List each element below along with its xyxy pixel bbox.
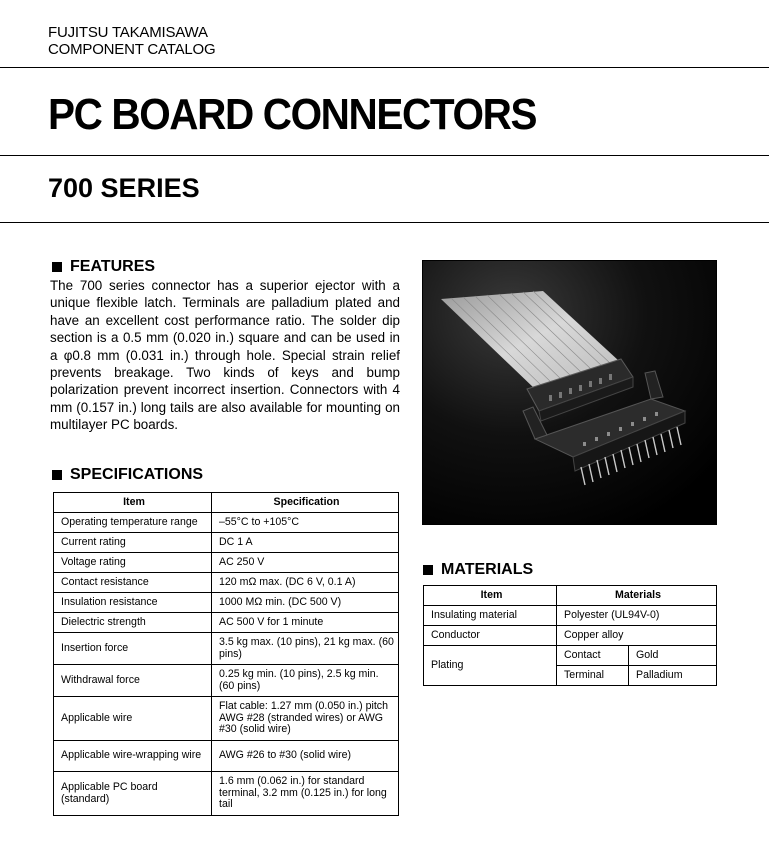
row-value: 120 mΩ max. (DC 6 V, 0.1 A)	[212, 573, 399, 593]
row-value: Palladium	[629, 666, 717, 686]
table-row	[54, 613, 399, 633]
materials-heading-label: MATERIALS	[441, 561, 534, 578]
column-header-materials: Materials	[557, 586, 717, 606]
company-line-2: COMPONENT CATALOG	[48, 41, 216, 58]
connector-illustration	[423, 261, 717, 525]
row-item: Applicable wire-wrapping wire	[54, 741, 212, 772]
product-photo	[422, 260, 717, 525]
bullet-square-icon	[52, 262, 62, 272]
row-item: Voltage rating	[54, 553, 212, 573]
series-title: 700 SERIES	[48, 173, 200, 203]
plating-subitem: Contact	[557, 646, 629, 666]
plating-subitem: Terminal	[557, 666, 629, 686]
table-header-row	[54, 493, 399, 513]
row-item: Applicable PC board (standard)	[54, 772, 212, 816]
row-value: AC 500 V for 1 minute	[212, 613, 399, 633]
divider-middle	[0, 155, 769, 156]
divider-top	[0, 67, 769, 68]
table-row	[424, 626, 717, 646]
row-value: Copper alloy	[557, 626, 717, 646]
company-name	[48, 24, 215, 58]
table-row	[54, 513, 399, 533]
column-header-item: Item	[54, 493, 212, 513]
row-value: 3.5 kg max. (10 pins), 21 kg max. (60 pins)	[212, 633, 399, 665]
materials-heading	[423, 561, 533, 579]
table-row	[54, 665, 399, 697]
row-value: 1000 MΩ min. (DC 500 V)	[212, 593, 399, 613]
table-row	[54, 593, 399, 613]
row-item: Insulation resistance	[54, 593, 212, 613]
features-text: The 700 series connector has a superior ejector with a unique flexible latch. Terminals are palladium plated and have an excellent cost performance ratio. The solder dip section is a 0.5 mm (0.020 in.) square and can be used in a φ0.8 mm (0.031 in.) through hole. Special strain relief prevents breakage. Two kinds of keys and bump polarization prevent incorrect insertion. Connectors with 4 mm (0.157 in.) long tails are also available for mounting on multilayer PC boards.	[50, 278, 400, 433]
row-item: Insertion force	[54, 633, 212, 665]
features-heading	[52, 258, 155, 276]
features-heading-label: FEATURES	[70, 258, 156, 275]
table-row	[54, 533, 399, 553]
materials-table	[423, 585, 717, 686]
table-row	[424, 606, 717, 626]
specifications-table	[53, 492, 399, 816]
table-row	[424, 646, 717, 666]
row-item: Conductor	[424, 626, 557, 646]
row-item: Dielectric strength	[54, 613, 212, 633]
row-value: 0.25 kg min. (10 pins), 2.5 kg min. (60 pins)	[212, 665, 399, 697]
row-value: DC 1 A	[212, 533, 399, 553]
row-value: –55°C to +105°C	[212, 513, 399, 533]
row-value: 1.6 mm (0.062 in.) for standard terminal, 3.2 mm (0.125 in.) for long tail	[212, 772, 399, 816]
row-value: Gold	[629, 646, 717, 666]
bullet-square-icon	[423, 565, 433, 575]
row-item: Operating temperature range	[54, 513, 212, 533]
specifications-heading	[52, 466, 203, 484]
row-value: Polyester (UL94V-0)	[557, 606, 717, 626]
table-row	[54, 772, 399, 816]
row-item: Applicable wire	[54, 697, 212, 741]
table-row	[54, 573, 399, 593]
row-value: Flat cable: 1.27 mm (0.050 in.) pitch AWG #28 (stranded wires) or AWG #30 (solid wire)	[212, 697, 399, 741]
table-row	[54, 553, 399, 573]
row-item: Withdrawal force	[54, 665, 212, 697]
divider-bottom	[0, 222, 769, 223]
specifications-heading-label: SPECIFICATIONS	[70, 466, 204, 483]
page-title: PC BOARD CONNECTORS	[48, 90, 537, 139]
row-value: AC 250 V	[212, 553, 399, 573]
bullet-square-icon	[52, 470, 62, 480]
column-header-specification: Specification	[212, 493, 399, 513]
company-line-1: FUJITSU TAKAMISAWA	[48, 24, 208, 41]
table-row	[54, 697, 399, 741]
table-row	[54, 741, 399, 772]
row-item: Insulating material	[424, 606, 557, 626]
table-header-row	[424, 586, 717, 606]
column-header-item: Item	[424, 586, 557, 606]
row-item: Contact resistance	[54, 573, 212, 593]
table-row	[54, 633, 399, 665]
row-value: AWG #26 to #30 (solid wire)	[212, 741, 399, 772]
row-item: Plating	[424, 646, 557, 686]
row-item: Current rating	[54, 533, 212, 553]
